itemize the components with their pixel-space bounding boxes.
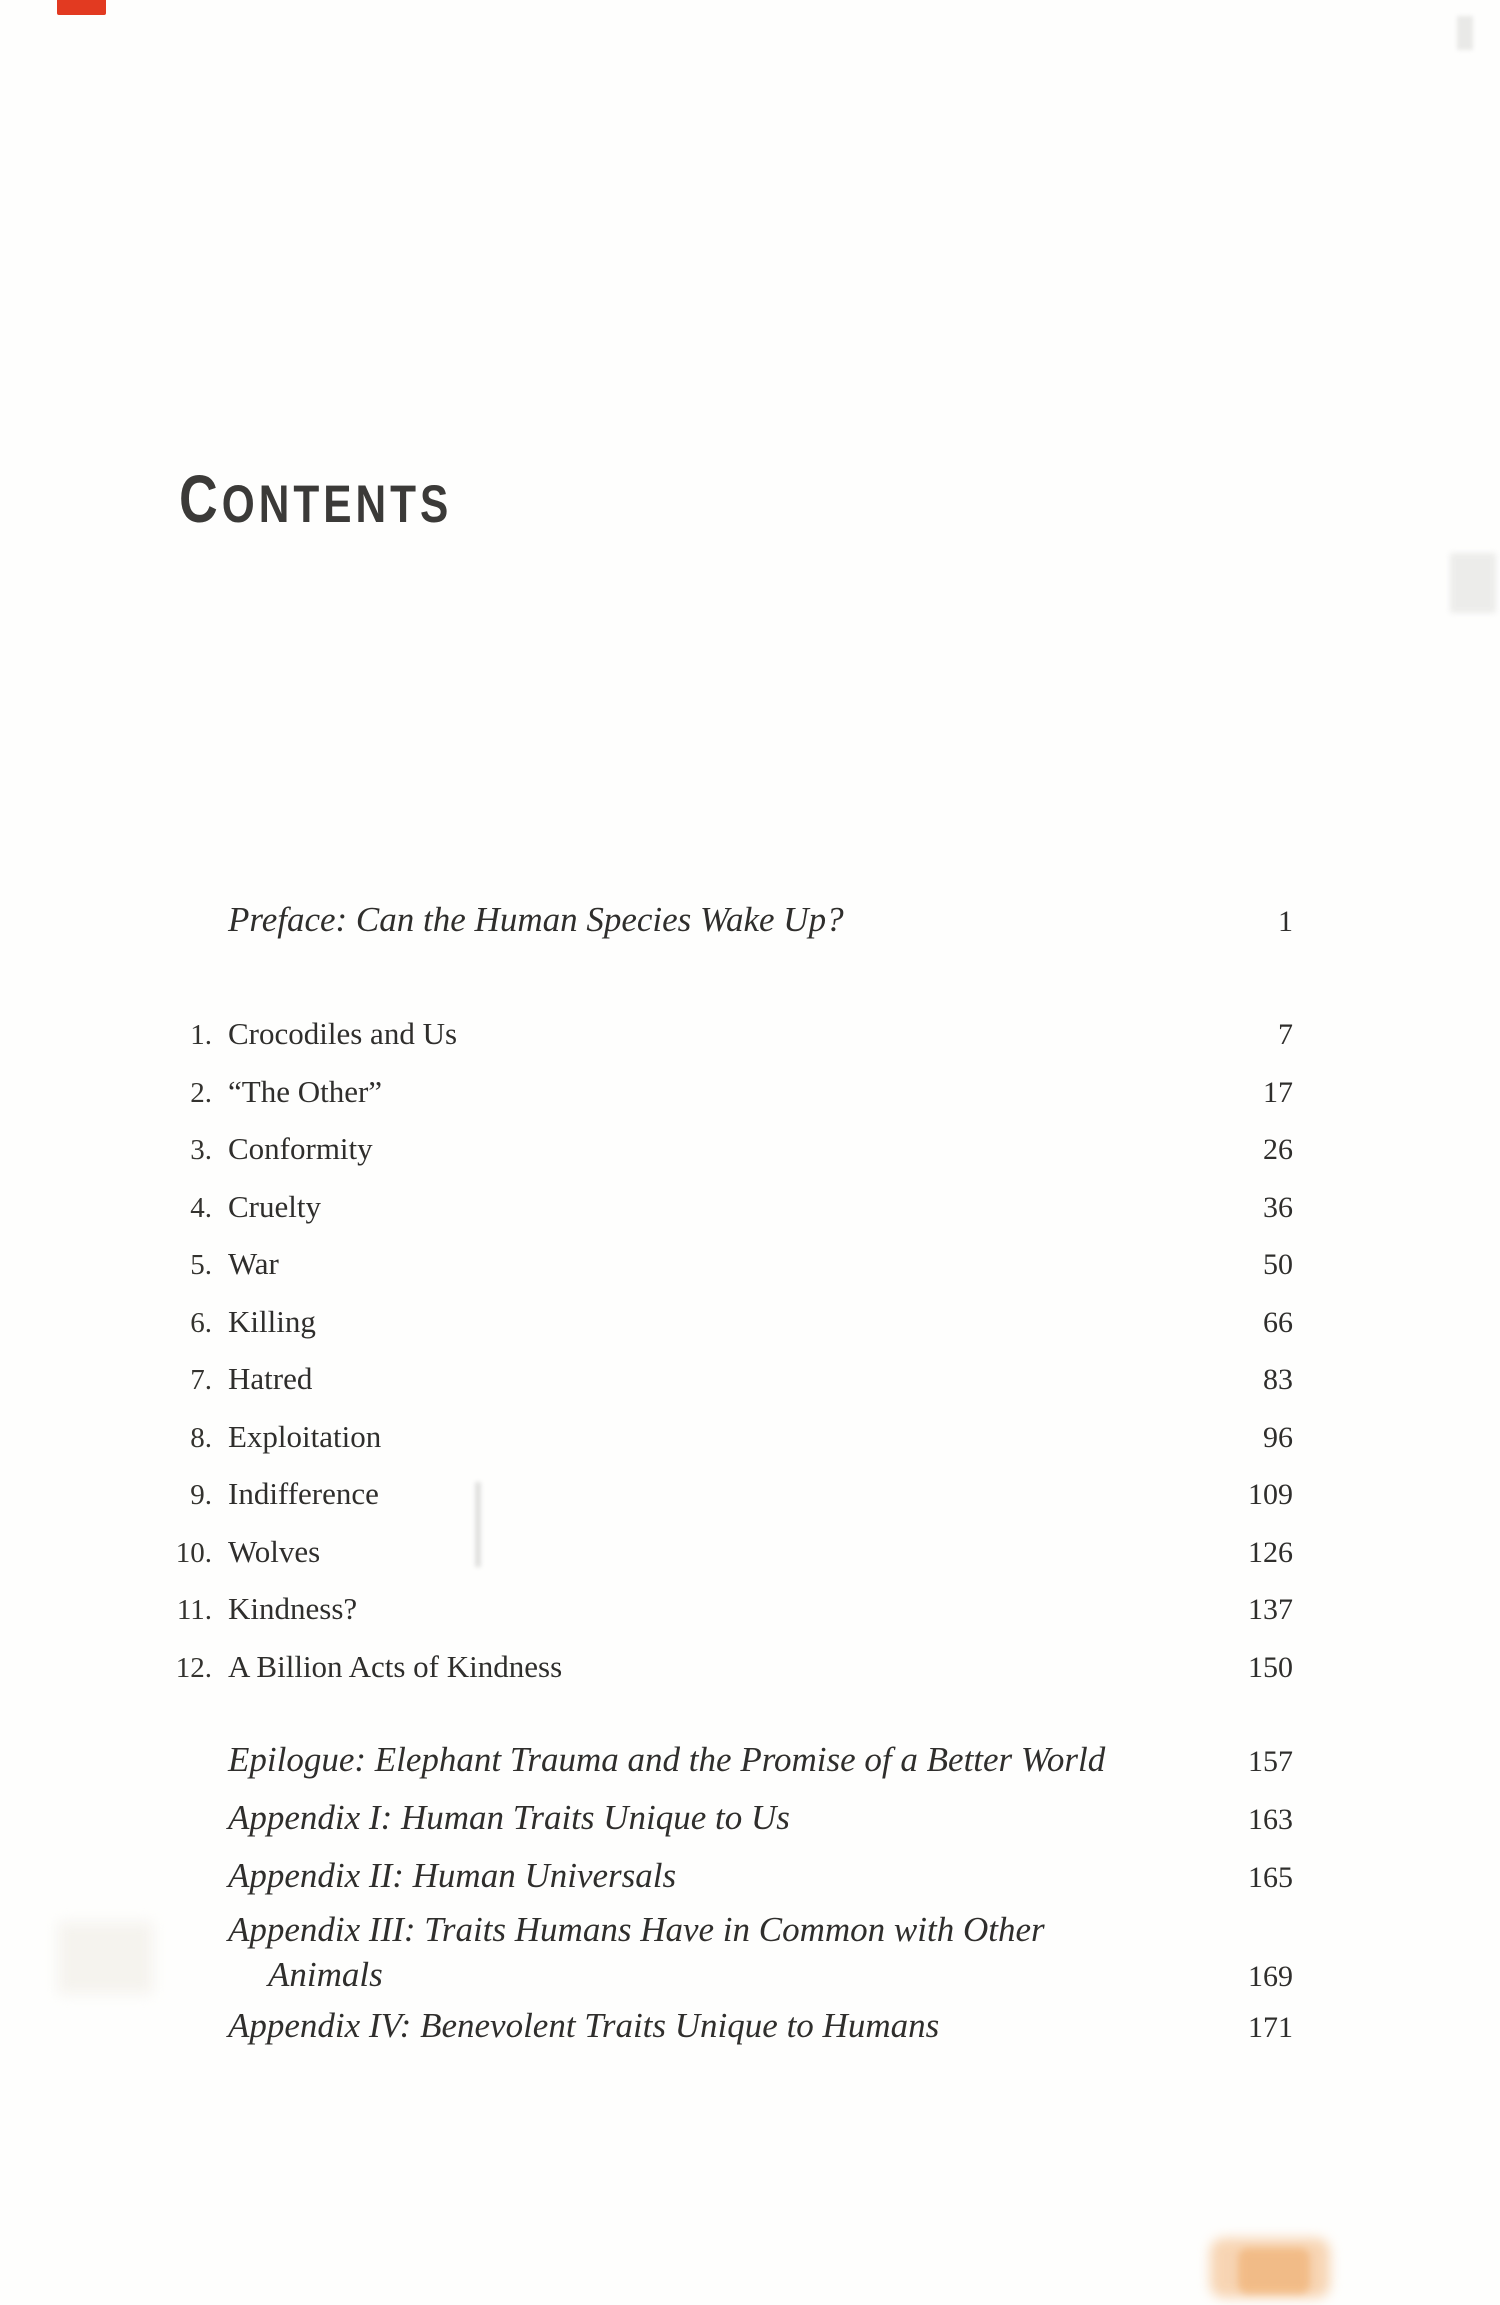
toc-entry-appendix-2 — [228, 1848, 1293, 1906]
chapter-number: 9. — [190, 1479, 212, 1511]
toc-entry-chapter — [160, 1409, 1293, 1467]
entry-page-number: 165 — [1248, 1861, 1293, 1894]
toc-entry-preface — [228, 897, 1293, 945]
preface-page-number: 1 — [1278, 905, 1293, 938]
chapter-number: 12. — [175, 1651, 212, 1684]
entry-page-number: 171 — [1248, 2011, 1293, 2044]
toc-entry-chapter — [160, 1466, 1293, 1524]
chapter-page-number: 137 — [1248, 1593, 1293, 1626]
toc-entry-chapter — [160, 1236, 1293, 1294]
scan-artifact-right-edge-patch — [1450, 553, 1496, 613]
toc-entry-chapter — [160, 1121, 1293, 1179]
chapter-number: 1. — [190, 1019, 212, 1051]
toc-entry-chapter — [160, 1524, 1293, 1582]
scan-artifact-red-tab — [57, 0, 106, 15]
chapter-page-number: 109 — [1248, 1478, 1293, 1511]
chapter-number: 10. — [175, 1536, 212, 1569]
chapter-number: 7. — [190, 1364, 212, 1396]
chapter-title: War — [228, 1246, 279, 1281]
chapter-title: Wolves — [228, 1533, 321, 1569]
scan-artifact-orange-smudge-core — [1238, 2248, 1310, 2294]
chapter-page-number: 36 — [1263, 1190, 1293, 1224]
toc-entry-epilogue — [228, 1732, 1293, 1790]
chapter-page-number: 26 — [1263, 1133, 1293, 1166]
scan-artifact-bottom-left-patch — [58, 1922, 153, 1994]
chapter-list — [160, 1006, 1293, 1696]
toc-entry-chapter — [160, 1639, 1293, 1697]
chapter-title: Conformity — [228, 1131, 373, 1166]
chapter-page-number: 96 — [1263, 1420, 1293, 1454]
chapter-number: 4. — [190, 1191, 212, 1224]
chapter-title: Hatred — [228, 1361, 313, 1396]
entry-label: Appendix IV: Benevolent Traits Unique to Humans — [228, 2006, 940, 2045]
chapter-title: Exploitation — [228, 1418, 382, 1454]
entry-label: Appendix III: Traits Humans Have in Common with Other — [228, 1910, 1045, 1949]
entry-page-number: 157 — [1248, 1745, 1293, 1778]
scan-artifact-top-right-mark — [1457, 16, 1473, 50]
chapter-page-number: 66 — [1263, 1305, 1293, 1339]
chapter-page-number: 83 — [1263, 1363, 1293, 1396]
toc-entry-appendix-1 — [228, 1790, 1293, 1848]
chapter-title: Killing — [228, 1303, 316, 1339]
chapter-number: 8. — [190, 1421, 212, 1454]
chapter-title: A Billion Acts of Kindness — [228, 1648, 563, 1684]
page-title: CONTENTS — [179, 461, 453, 537]
chapter-page-number: 150 — [1248, 1650, 1293, 1684]
chapter-title: Indifference — [228, 1476, 379, 1511]
chapter-number: 5. — [190, 1249, 212, 1281]
chapter-title: “The Other” — [228, 1073, 383, 1109]
back-matter-list — [228, 1732, 1293, 2055]
entry-label: Appendix I: Human Traits Unique to Us — [228, 1798, 790, 1837]
toc-entry-appendix-4 — [228, 1998, 1293, 2055]
chapter-title: Cruelty — [228, 1188, 321, 1224]
toc-entry-chapter — [160, 1351, 1293, 1409]
toc-entry-appendix-3-line-2 — [228, 1954, 1293, 1998]
entry-label: Animals — [268, 1955, 383, 1994]
chapter-page-number: 17 — [1263, 1075, 1293, 1109]
chapter-number: 3. — [190, 1134, 212, 1166]
toc-entry-appendix-3-line-1 — [228, 1906, 1293, 1954]
chapter-number: 2. — [190, 1076, 212, 1109]
entry-label: Epilogue: Elephant Trauma and the Promise of a Better World — [228, 1740, 1106, 1779]
preface-label: Preface: Can the Human Species Wake Up? — [228, 900, 844, 939]
toc-entry-chapter — [160, 1294, 1293, 1352]
chapter-page-number: 126 — [1248, 1535, 1293, 1569]
chapter-page-number: 50 — [1263, 1248, 1293, 1281]
chapter-number: 11. — [176, 1594, 212, 1626]
chapter-title: Crocodiles and Us — [228, 1016, 458, 1051]
toc-entry-chapter — [160, 1064, 1293, 1122]
chapter-page-number: 7 — [1278, 1018, 1293, 1051]
chapter-number: 6. — [190, 1306, 212, 1339]
toc-entry-chapter — [160, 1006, 1293, 1064]
entry-page-number: 163 — [1248, 1803, 1293, 1836]
toc-entry-chapter — [160, 1581, 1293, 1639]
chapter-title: Kindness? — [228, 1591, 358, 1626]
entry-label: Appendix II: Human Universals — [228, 1856, 677, 1895]
toc-entry-chapter — [160, 1179, 1293, 1237]
entry-page-number: 169 — [1248, 1960, 1293, 1993]
